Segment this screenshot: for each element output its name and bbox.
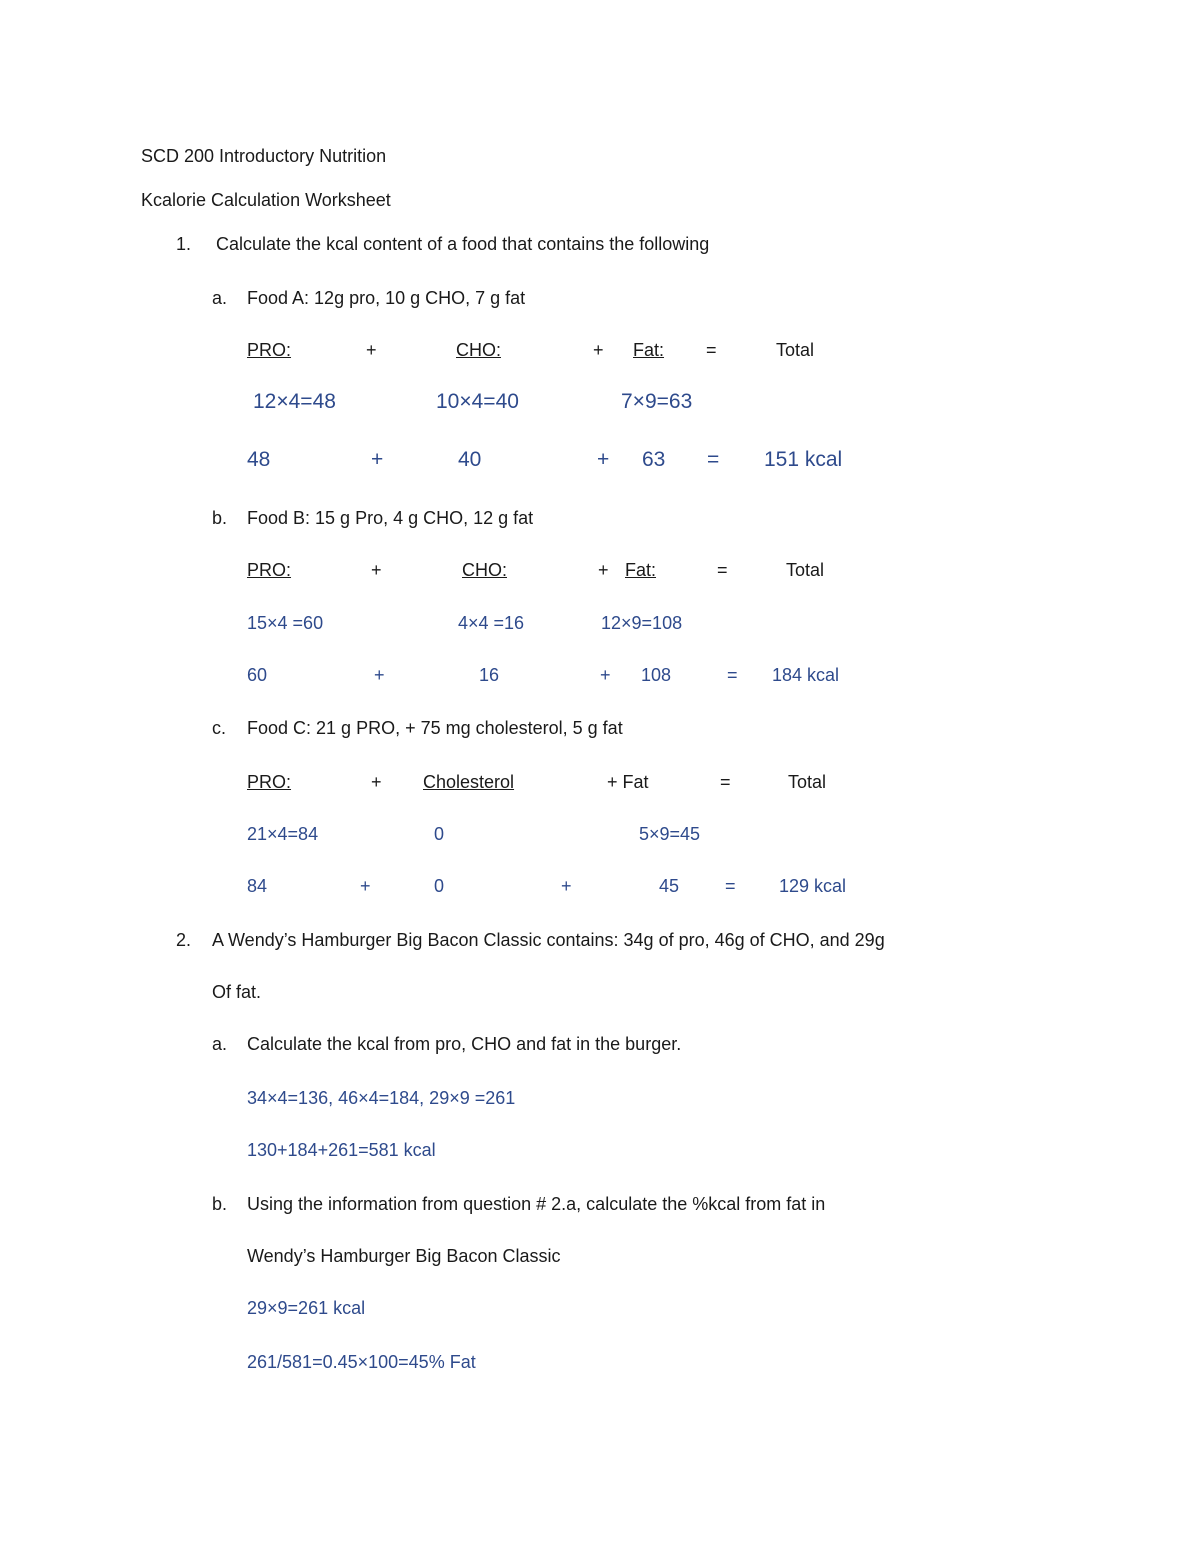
q2b-text-line2: Wendy’s Hamburger Big Bacon Classic (247, 1246, 561, 1266)
q1b-sum-fat: 108 (641, 665, 672, 685)
q1a-head-plus1: + (366, 340, 377, 360)
q1a-sum-total: 151 kcal (764, 448, 843, 471)
q1c-sum-plus2: + (561, 876, 572, 896)
q1c-head-fat: + Fat (607, 772, 649, 792)
q1c-sum-plus1: + (360, 876, 371, 896)
q1a-head-fat: Fat: (633, 340, 665, 360)
q1b-calc-cho: 4×4 =16 (458, 613, 525, 633)
q1-number: 1. (176, 234, 192, 254)
q1b-text: Food B: 15 g Pro, 4 g CHO, 12 g fat (247, 508, 534, 528)
q1b-calc-fat: 12×9=108 (601, 613, 683, 633)
q1a-head-cho: CHO: (456, 340, 501, 360)
q1a-sum-plus1: + (371, 448, 384, 471)
q1-text: Calculate the kcal content of a food that contains the following (216, 234, 710, 254)
q1a-head-pro: PRO: (247, 340, 292, 360)
q1b-sum-plus2: + (600, 665, 611, 685)
q1a-head-plus2: + (593, 340, 604, 360)
q1c-letter: c. (212, 718, 227, 738)
q1b-head-cho: CHO: (462, 560, 507, 580)
q1b-head-eq: = (717, 560, 728, 580)
q1a-sum-pro: 48 (247, 448, 271, 471)
q1b-sum-total: 184 kcal (772, 665, 840, 685)
q2a-text: Calculate the kcal from pro, CHO and fat in the burger. (247, 1034, 682, 1054)
q1a-text: Food A: 12g pro, 10 g CHO, 7 g fat (247, 288, 526, 308)
q1a-sum-eq: = (707, 448, 720, 471)
q1c-sum-cholesterol: 0 (434, 876, 445, 896)
q1c-sum-total: 129 kcal (779, 876, 847, 896)
q1c-calc-pro: 21×4=84 (247, 824, 319, 844)
q1c-head-cholesterol: Cholesterol (423, 772, 515, 792)
q1c-sum-eq: = (725, 876, 736, 896)
q1b-calc-pro: 15×4 =60 (247, 613, 324, 633)
q1b-sum-cho: 16 (479, 665, 500, 685)
q2b-answer-line2: 261/581=0.45×100=45% Fat (247, 1352, 476, 1372)
q1b-letter: b. (212, 508, 228, 528)
q2a-letter: a. (212, 1034, 228, 1054)
q1b-sum-pro: 60 (247, 665, 268, 685)
q2a-answer-line2: 130+184+261=581 kcal (247, 1140, 436, 1160)
q1a-letter: a. (212, 288, 228, 308)
q2b-text-line1: Using the information from question # 2.a, calculate the %kcal from fat in (247, 1194, 826, 1214)
worksheet-title: Kcalorie Calculation Worksheet (141, 190, 391, 210)
q1b-head-plus2: + (598, 560, 609, 580)
q1a-sum-cho: 40 (458, 448, 482, 471)
q1a-calc-pro: 12×4=48 (253, 390, 336, 413)
q1b-head-plus1: + (371, 560, 382, 580)
q1c-text: Food C: 21 g PRO, + 75 mg cholesterol, 5 g fat (247, 718, 623, 738)
q1c-head-pro: PRO: (247, 772, 292, 792)
q1c-head-total: Total (788, 772, 827, 792)
q1c-calc-cholesterol: 0 (434, 824, 445, 844)
q1c-calc-fat: 5×9=45 (639, 824, 701, 844)
q1a-calc-fat: 7×9=63 (621, 390, 693, 413)
q1c-head-eq: = (720, 772, 731, 792)
q1a-sum-fat: 63 (642, 448, 666, 471)
q1b-head-fat: Fat: (625, 560, 657, 580)
q1c-sum-pro: 84 (247, 876, 268, 896)
q1b-head-total: Total (786, 560, 825, 580)
q2b-answer-line1: 29×9=261 kcal (247, 1298, 366, 1318)
q1c-head-plus1: + (371, 772, 382, 792)
q1b-sum-plus1: + (374, 665, 385, 685)
q1b-sum-eq: = (727, 665, 738, 685)
q1a-sum-plus2: + (597, 448, 610, 471)
q1a-calc-cho: 10×4=40 (436, 390, 519, 413)
q1c-sum-fat: 45 (659, 876, 680, 896)
q1a-head-eq: = (706, 340, 717, 360)
course-title: SCD 200 Introductory Nutrition (141, 146, 387, 166)
q2b-letter: b. (212, 1194, 228, 1214)
q2-text-line1: A Wendy’s Hamburger Big Bacon Classic contains: 34g of pro, 46g of CHO, and 29g (212, 930, 885, 950)
q1b-head-pro: PRO: (247, 560, 292, 580)
q1a-head-total: Total (776, 340, 815, 360)
q2a-answer-line1: 34×4=136, 46×4=184, 29×9 =261 (247, 1088, 516, 1108)
q2-text-line2: Of fat. (212, 982, 262, 1002)
q2-number: 2. (176, 930, 192, 950)
